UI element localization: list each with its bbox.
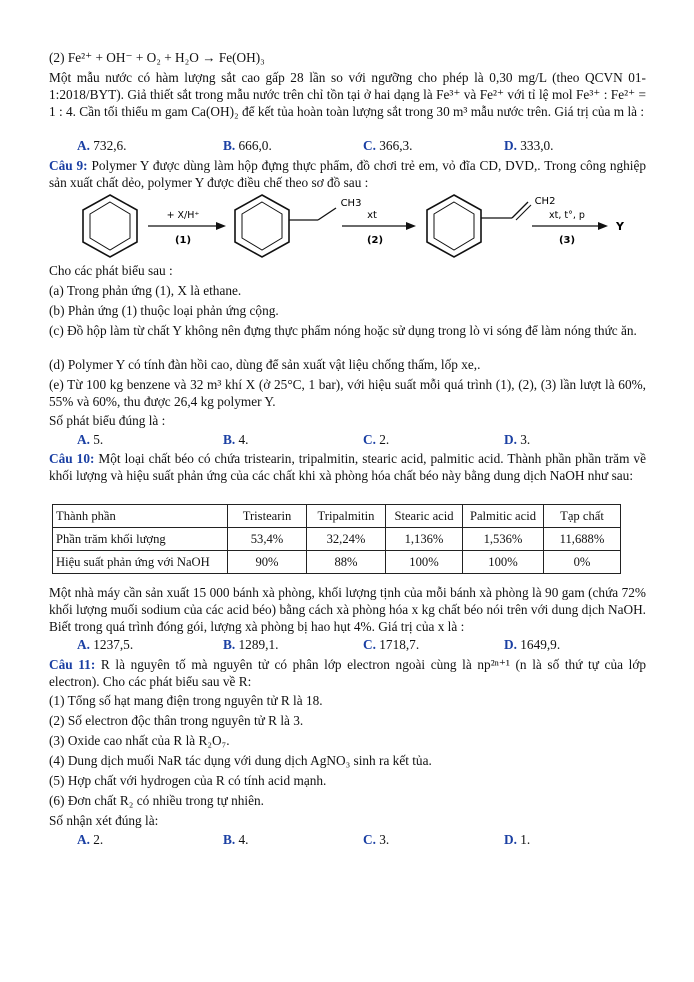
- question-10-intro: Câu 10: Một loại chất béo có chứa tristearin, tripalmitin, stearic acid, palmitic acid. Thành phần phần trăm về khối lượng và hiệu suất phản ứng của các chất khi xà phòng hóa chất béo này bằng dung dịch NaOH như sau:: [49, 451, 646, 483]
- statement-b: (b) Phản ứng (1) thuộc loại phản ứng cộng.: [49, 303, 279, 318]
- table-row: [53, 551, 621, 574]
- option-d[interactable]: D. 1.: [504, 832, 531, 847]
- arrow-2-step: (2): [366, 235, 384, 246]
- option-c[interactable]: C. 2.: [363, 432, 390, 447]
- statement-3: (3) Oxide cao nhất của R là R₂O₇.: [49, 733, 230, 748]
- statement-d: (d) Polymer Y có tính đàn hồi cao, dùng để sản xuất vật liệu chống thấm, lốp xe,.: [49, 357, 481, 372]
- table-header-cell: Tripalmitin: [307, 505, 386, 528]
- option-a[interactable]: A. 5.: [77, 432, 104, 447]
- statement-2: (2) Số electron độc thân trong nguyên tử R là 3.: [49, 713, 304, 728]
- q11-question: Số nhận xét đúng là:: [49, 813, 159, 828]
- question-10-body: Một nhà máy cần sản xuất 15 000 bánh xà phòng, khối lượng tịnh của mỗi bánh xà phòng là 90 gam (chứa 72% khối lượng muối sodium của các acid béo) bằng cách xà phòng hóa x kg chất béo nói trên với dung dịch NaOH. Biết trong quá trình đóng gói, lượng xà phòng bị hao hụt 4%. Giá trị của x là :: [49, 585, 646, 634]
- answer-options-q10: [49, 636, 646, 653]
- statement-a: (a) Trong phản ứng (1), X là ethane.: [49, 283, 242, 298]
- table-cell: 0%: [544, 551, 621, 574]
- statement-6: (6) Đơn chất R₂ có nhiều trong tự nhiên.: [49, 793, 264, 808]
- statement-c: (c) Đồ hộp làm từ chất Y không nên đựng thực phẩm nóng hoặc sử dụng trong lò vi sóng để làm nóng thức ăn.: [49, 323, 637, 338]
- arrow-1-reagent: + X/H⁺: [166, 210, 200, 221]
- statement-5: (5) Hợp chất với hydrogen của R có tính acid mạnh.: [49, 773, 327, 788]
- table-cell: Hiệu suất phản ứng với NaOH: [53, 551, 228, 574]
- option-b[interactable]: B. 4.: [223, 432, 249, 447]
- question-9-intro: Câu 9: Polymer Y được dùng làm hộp đựng thực phẩm, đồ chơi trẻ em, vỏ đĩa CD, DVD,. Trong công nghiệp sản xuất chất dẻo, polymer Y được điều chế theo sơ đồ sau :: [49, 158, 647, 190]
- option-c[interactable]: C. 1718,7.: [363, 637, 420, 652]
- option-b[interactable]: B. 4.: [223, 832, 249, 847]
- option-d[interactable]: D. 3.: [504, 432, 531, 447]
- table-cell: 32,24%: [307, 528, 386, 551]
- option-a[interactable]: A. 1237,5.: [77, 637, 134, 652]
- table-header-cell: Tạp chất: [544, 505, 621, 528]
- option-a[interactable]: A. 732,6.: [77, 138, 127, 153]
- arrow-2-catalyst: xt: [367, 210, 377, 221]
- answer-options-iron: [49, 137, 646, 154]
- question-10-label: Câu 10:: [49, 451, 95, 466]
- arrow-1-step: (1): [174, 235, 192, 246]
- q9-question: Số phát biểu đúng là :: [49, 413, 166, 428]
- ethylbenzene-ring: [235, 195, 336, 257]
- table-cell: 53,4%: [228, 528, 307, 551]
- styrene-ring: [427, 195, 531, 257]
- table-header-cell: Palmitic acid: [463, 505, 544, 528]
- table-cell: 1,536%: [463, 528, 544, 551]
- answer-options-q11: [49, 831, 646, 848]
- table-row: [53, 528, 621, 551]
- statement-1: (1) Tổng số hạt mang điện trong nguyên tử R là 18.: [49, 693, 323, 708]
- reaction-arrow-2: [342, 222, 416, 230]
- product-y-label: Y: [616, 220, 624, 233]
- answer-options-q9: [49, 431, 646, 448]
- vinyl-group-label: CH2: [534, 196, 556, 207]
- question-9-label: Câu 9:: [49, 158, 88, 173]
- table-header-row: [53, 505, 621, 528]
- question-11-intro: Câu 11: R là nguyên tố mà nguyên tử có phân lớp electron ngoài cùng là np²ⁿ⁺¹ (n là số thứ tự của lớp electron). Cho các phát biểu sau về R:: [49, 657, 646, 689]
- table-cell: 100%: [386, 551, 463, 574]
- table-cell: 90%: [228, 551, 307, 574]
- table-header-cell: Thành phần: [53, 505, 228, 528]
- benzene-ring: [83, 195, 137, 257]
- table-cell: 88%: [307, 551, 386, 574]
- table-cell: 11,688%: [544, 528, 621, 551]
- fat-composition-table: [52, 504, 621, 574]
- arrow-3-conditions: xt, t°, p: [549, 210, 585, 221]
- table-cell: 100%: [463, 551, 544, 574]
- arrow-3-step: (3): [558, 235, 576, 246]
- q9-stem: Cho các phát biểu sau :: [49, 263, 173, 278]
- option-d[interactable]: D. 333,0.: [504, 138, 554, 153]
- table-cell: 1,136%: [386, 528, 463, 551]
- question-11-label: Câu 11:: [49, 657, 96, 672]
- table-header-cell: Tristearin: [228, 505, 307, 528]
- iron-problem-text: Một mẫu nước có hàm lượng sắt cao gấp 28 lần so với ngưỡng cho phép là 0,30 mg/L (theo QCVN 01-1:2018/BYT). Giả thiết sắt trong mẫu nước trên chỉ tồn tại ở hai dạng là Fe³⁺ và Fe²⁺ với tỉ lệ mol Fe³⁺ : Fe²⁺ = 1 : 4. Cần tối thiểu m gam Ca(OH)₂ để kết tủa hoàn toàn lượng sắt trong 30 m³ mẫu nước trên. Giá trị của m là :: [49, 70, 646, 119]
- statement-e: (e) Từ 100 kg benzene và 32 m³ khí X (ở 25°C, 1 bar), với hiệu suất mỗi quá trình (1), (2), (3) lần lượt là 60%, 55% và 60%, thu được 26,4 kg polymer Y.: [49, 377, 646, 409]
- reaction-arrow-1: [148, 222, 226, 230]
- synthesis-scheme: [0, 190, 694, 262]
- option-b[interactable]: B. 666,0.: [223, 138, 272, 153]
- statement-4: (4) Dung dịch muối NaR tác dụng với dung dịch AgNO₃ sinh ra kết tủa.: [49, 753, 432, 768]
- option-c[interactable]: C. 366,3.: [363, 138, 413, 153]
- reaction-arrow-3: [532, 222, 608, 230]
- reaction-2: (2) Fe²⁺ + OH⁻ + O₂ + H₂O → Fe(OH)₃: [49, 50, 265, 65]
- table-header-cell: Stearic acid: [386, 505, 463, 528]
- option-c[interactable]: C. 3.: [363, 832, 390, 847]
- option-b[interactable]: B. 1289,1.: [223, 637, 279, 652]
- table-cell: Phần trăm khối lượng: [53, 528, 228, 551]
- option-a[interactable]: A. 2.: [77, 832, 104, 847]
- option-d[interactable]: D. 1649,9.: [504, 637, 561, 652]
- ethyl-group-label: CH3: [340, 198, 362, 209]
